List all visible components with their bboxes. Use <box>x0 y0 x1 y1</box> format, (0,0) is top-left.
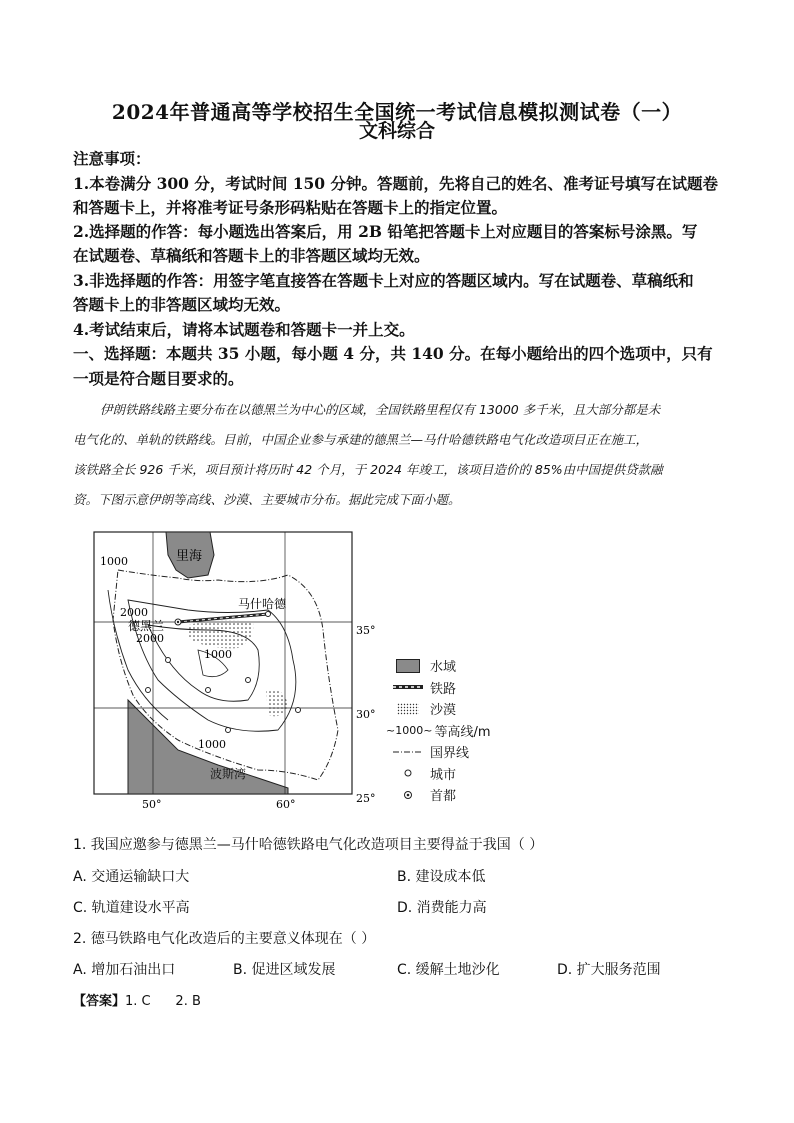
city-marker <box>226 728 231 733</box>
label-caspian: 里海 <box>176 549 203 564</box>
legend-item: 水域 <box>392 655 512 677</box>
notes-heading: 注意事项： <box>73 149 151 168</box>
question-option[interactable]: D. 消费能力高 <box>397 900 487 916</box>
question-option[interactable]: D. 扩大服务范围 <box>557 962 661 978</box>
city-marker <box>266 612 271 617</box>
legend-item: 沙漠 <box>392 698 512 720</box>
question-stem: 1. 我国应邀参与德黑兰—马什哈德铁路电气化改造项目主要得益于我国（ ） <box>73 837 544 853</box>
label-mashhad: 马什哈德 <box>238 597 287 611</box>
answer-value: 1. C 2. B <box>125 994 201 1009</box>
city-marker <box>146 688 151 693</box>
water-swatch-icon <box>392 659 424 673</box>
question-option[interactable]: B. 建设成本低 <box>397 869 486 885</box>
notes-line: 1.本卷满分 300 分，考试时间 150 分钟。答题前，先将自己的姓名、准考证号填写在试题卷 <box>73 174 718 193</box>
notes-line: 4.考试结束后，请将本试题卷和答题卡一并上交。 <box>73 320 415 339</box>
answer-key: 【答案】 <box>73 994 126 1009</box>
legend-item: 首都 <box>392 784 512 806</box>
page-subtitle: 文科综合 <box>358 120 435 142</box>
desert-dots-icon <box>392 702 424 716</box>
contour-label: 1000 <box>204 648 232 661</box>
border-line-icon <box>392 745 424 759</box>
capital-circle-icon <box>392 788 424 802</box>
passage-line: 该铁路全长 926 千米，项目预计将历时 42 个月，于 2024 年竣工，该项目造价的 85%由中国提供贷款融 <box>73 462 663 477</box>
city-marker <box>246 678 251 683</box>
lat-label: 25° <box>356 792 376 805</box>
contour-label: 2000 <box>136 632 164 645</box>
notes-line: 在试题卷、草稿纸和答题卡上的非答题区域均无效。 <box>73 246 430 265</box>
question-option[interactable]: C. 缓解土地沙化 <box>397 962 500 978</box>
lon-label: 60° <box>276 798 296 810</box>
contour-label: 1000 <box>100 555 128 568</box>
legend-item: 城市 <box>392 763 512 785</box>
map-legend <box>386 655 512 806</box>
question-option[interactable]: C. 轨道建设水平高 <box>73 900 190 916</box>
city-marker <box>296 708 301 713</box>
label-tehran: 德黑兰 <box>128 619 165 633</box>
question-option[interactable]: B. 促进区域发展 <box>233 962 336 978</box>
question-option[interactable]: A. 交通运输缺口大 <box>73 869 190 885</box>
railway-line-icon <box>392 680 424 694</box>
notes-line: 3.非选择题的作答：用签字笔直接答在答题卡上对应的答题区域内。写在试题卷、草稿纸和 <box>73 271 694 290</box>
question-option[interactable]: A. 增加石油出口 <box>73 962 176 978</box>
section-heading: 一项是符合题目要求的。 <box>73 369 244 388</box>
lat-label: 35° <box>356 624 376 637</box>
iran-map <box>88 530 388 810</box>
lon-label: 50° <box>142 798 162 810</box>
contour-line-icon: ~1000~ <box>386 723 433 737</box>
contour-label: 2000 <box>120 606 148 619</box>
city-marker <box>206 688 211 693</box>
contour-label: 1000 <box>198 738 226 751</box>
passage-line: 电气化的、单轨的铁路线。目前，中国企业参与承建的德黑兰—马什哈德铁路电气化改造项目正在施工， <box>73 432 649 447</box>
passage-line: 伊朗铁路线路主要分布在以德黑兰为中心的区域，全国铁路里程仅有 13000 多千米，且大部分都是未 <box>100 402 661 417</box>
notes-line: 2.选择题的作答：每小题选出答案后，用 2B 铅笔把答题卡上对应题目的答案标号涂黑。写 <box>73 222 698 241</box>
legend-item: 国界线 <box>392 741 512 763</box>
lat-label: 30° <box>356 708 376 721</box>
label-gulf: 波斯湾 <box>210 767 247 781</box>
passage-line: 资。下图示意伊朗等高线、沙漠、主要城市分布。据此完成下面小题。 <box>73 492 461 507</box>
city-marker <box>166 658 171 663</box>
page-title: 2024年普通高等学校招生全国统一考试信息模拟测试卷（一） <box>111 100 683 124</box>
city-circle-icon <box>392 766 424 780</box>
legend-item: ~1000~ 等高线/m <box>386 723 491 740</box>
legend-item: 铁路 <box>392 677 512 699</box>
question-stem: 2. 德马铁路电气化改造后的主要意义体现在（ ） <box>73 931 376 947</box>
section-heading: 一、选择题：本题共 35 小题，每小题 4 分，共 140 分。在每小题给出的四个选项中，只有 <box>73 344 713 363</box>
notes-line: 答题卡上的非答题区域均无效。 <box>73 295 291 314</box>
answer-line <box>73 990 201 1009</box>
notes-line: 和答题卡上，并将准考证号条形码粘贴在答题卡上的指定位置。 <box>73 198 508 217</box>
